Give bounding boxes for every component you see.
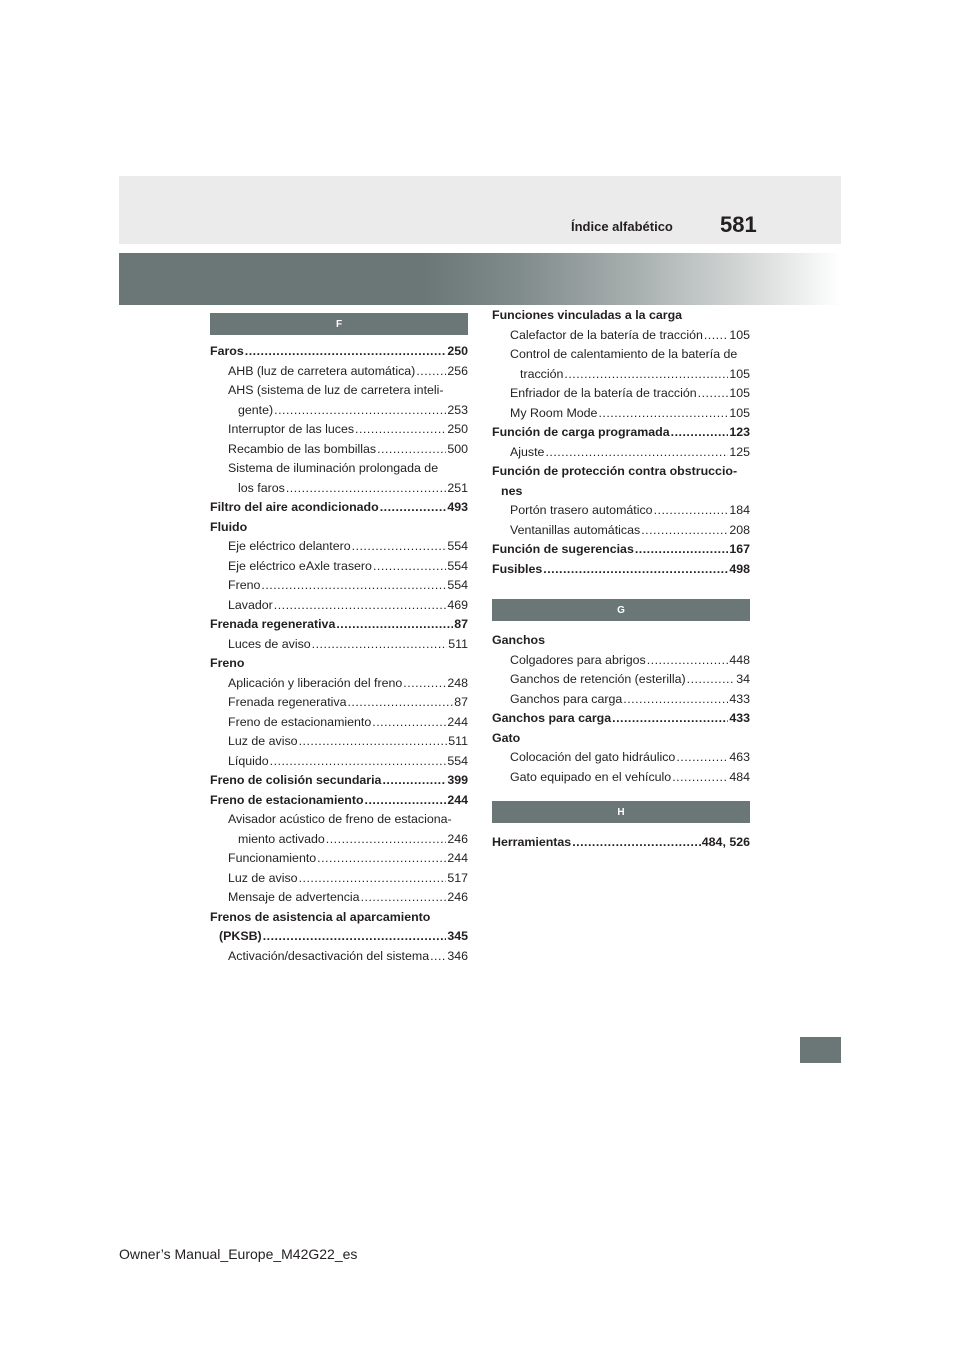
index-sub-entry <box>210 420 468 440</box>
index-sub-entry <box>210 693 468 713</box>
dot-leader <box>299 732 448 752</box>
index-sub-entry <box>210 947 468 967</box>
index-sub-entry <box>210 596 468 616</box>
entry-page-ref: 105 <box>729 405 750 420</box>
index-sub-entry <box>210 537 468 557</box>
dot-leader <box>352 537 447 557</box>
index-main-entry <box>210 791 468 811</box>
chapter-side-tab <box>800 1037 841 1063</box>
index-sub-entry <box>492 501 750 521</box>
entry-label: Avisador acústico de freno de estaciona- <box>228 812 452 826</box>
index-sub-entry <box>210 401 468 421</box>
dot-leader <box>572 833 701 853</box>
entry-label: Activación/desactivación del sistema <box>228 948 430 963</box>
dot-leader <box>382 771 446 791</box>
entry-label: Gato equipado en el vehículo <box>510 769 672 784</box>
entry-label: Funcionamiento <box>228 851 317 865</box>
entry-label: AHS (sistema de luz de carretera inteli- <box>228 383 444 397</box>
entry-page-ref: 256 <box>447 363 468 378</box>
entry-page-ref: 498 <box>729 561 750 576</box>
entry-page-ref: 244 <box>447 792 468 807</box>
entry-label: Funciones vinculadas a la carga <box>492 308 683 322</box>
footer-manual-id: Owner’s Manual_Europe_M42G22_es <box>119 1246 358 1262</box>
entry-label: Calefactor de la batería de tracción <box>510 327 703 342</box>
dot-leader <box>635 540 728 560</box>
entry-page-ref: 105 <box>729 327 750 342</box>
entry-label: Función de protección contra obstruccio- <box>492 464 738 478</box>
dot-leader <box>704 326 728 346</box>
index-sub-entry <box>492 670 750 690</box>
entry-label: Recambio de las bombillas <box>228 441 377 456</box>
entry-page-ref: 34 <box>736 672 750 686</box>
dot-leader <box>647 651 729 671</box>
entry-label: Fluido <box>210 519 248 534</box>
dot-leader <box>377 440 446 460</box>
entry-page-ref: 469 <box>447 597 468 612</box>
entry-label: Interruptor de las luces <box>228 422 355 436</box>
entry-label: Aplicación y liberación del freno <box>228 675 403 690</box>
dot-leader <box>372 713 446 733</box>
dot-leader <box>545 443 728 463</box>
entry-page-ref: 251 <box>447 480 468 495</box>
entry-page-ref: 105 <box>729 386 750 400</box>
entry-page-ref: 184 <box>729 503 750 517</box>
dot-leader <box>654 501 729 521</box>
index-main-entry <box>210 771 468 791</box>
entry-label: Freno de colisión secundaria <box>210 773 382 787</box>
entry-page-ref: 517 <box>447 870 468 885</box>
dot-leader <box>687 670 736 690</box>
entry-label: Colocación del gato hidráulico <box>510 750 676 764</box>
entry-page-ref: 250 <box>447 344 468 358</box>
entry-label: Luz de aviso <box>228 734 298 748</box>
index-sub-entry <box>492 365 750 385</box>
entry-page-ref: 105 <box>729 366 750 381</box>
dot-leader <box>403 674 446 694</box>
dot-leader <box>612 709 728 729</box>
entry-label: (PKSB) <box>219 929 262 943</box>
entry-page-ref: 433 <box>729 711 750 725</box>
index-sub-entry <box>210 674 468 694</box>
index-sub-entry <box>492 748 750 768</box>
index-main-entry <box>492 560 750 580</box>
section-letter-bar: G <box>492 599 750 621</box>
entry-label: nes <box>501 483 523 498</box>
entry-label: Líquido <box>228 753 269 768</box>
dot-leader <box>623 690 728 710</box>
entry-page-ref: 346 <box>447 948 468 963</box>
index-main-entry <box>210 615 468 635</box>
entry-page-ref: 511 <box>448 636 468 651</box>
entry-page-ref: 250 <box>447 422 468 436</box>
entry-label: Filtro del aire acondicionado <box>210 500 379 514</box>
entry-page-ref: 493 <box>447 500 468 514</box>
entry-label: Freno <box>210 656 245 670</box>
entry-page-ref: 399 <box>447 773 468 787</box>
index-main-entry <box>492 709 750 729</box>
entry-label: Frenada regenerativa <box>210 617 336 631</box>
index-sub-entry <box>210 869 468 889</box>
entry-label: Faros <box>210 344 244 358</box>
dot-leader <box>274 596 447 616</box>
dot-leader <box>598 404 728 424</box>
dot-leader <box>274 401 446 421</box>
entry-label: Sistema de iluminación prolongada de <box>228 461 439 475</box>
index-sub-entry <box>210 810 468 830</box>
index-sub-entry <box>492 404 750 424</box>
index-sub-entry <box>492 521 750 541</box>
index-main-entry <box>492 729 750 749</box>
entry-label: Portón trasero automático <box>510 503 653 517</box>
entry-page-ref: 244 <box>447 714 468 729</box>
entry-page-ref: 208 <box>729 522 750 537</box>
entry-page-ref: 87 <box>454 695 468 709</box>
dot-leader <box>312 635 448 655</box>
entry-page-ref: 123 <box>729 425 750 439</box>
index-main-entry <box>492 833 750 853</box>
entry-label: My Room Mode <box>510 405 598 420</box>
entry-label: Enfriador de la batería de tracción <box>510 386 697 400</box>
entry-label: Frenada regenerativa <box>228 695 347 709</box>
index-column-right <box>492 306 750 853</box>
entry-label: Freno de estacionamiento <box>210 792 364 807</box>
entry-label: Freno <box>228 578 261 592</box>
dot-leader <box>245 342 447 362</box>
dot-leader <box>261 576 446 596</box>
entry-label: Gato <box>492 730 521 745</box>
index-sub-entry <box>210 479 468 499</box>
entry-label: gente) <box>238 402 274 417</box>
dot-leader <box>263 927 447 947</box>
index-sub-entry <box>210 381 468 401</box>
dot-leader <box>380 498 447 518</box>
entry-page-ref: 248 <box>447 675 468 690</box>
index-main-entry <box>492 462 750 482</box>
dot-leader <box>543 560 728 580</box>
index-sub-entry <box>210 440 468 460</box>
index-sub-entry <box>210 713 468 733</box>
entry-label: Ganchos <box>492 633 546 647</box>
entry-label: AHB (luz de carretera automática) <box>228 363 416 378</box>
entry-label: Eje eléctrico eAxle trasero <box>228 558 372 573</box>
index-sub-entry <box>210 888 468 908</box>
dot-leader <box>317 849 446 869</box>
dot-leader <box>430 947 446 967</box>
entry-page-ref: 484, 526 <box>701 835 750 849</box>
index-sub-entry <box>492 690 750 710</box>
page-number: 581 <box>720 212 757 237</box>
section-letter-bar: H <box>492 801 750 823</box>
dot-leader <box>416 362 446 382</box>
section-letter-bar: F <box>210 313 468 335</box>
index-sub-entry <box>210 362 468 382</box>
index-main-entry <box>492 482 750 502</box>
entry-label: Control de calentamiento de la batería de <box>510 347 738 361</box>
index-sub-entry <box>492 326 750 346</box>
entry-label: Luz de aviso <box>228 870 298 885</box>
entry-page-ref: 554 <box>447 558 468 573</box>
index-sub-entry <box>210 849 468 869</box>
entry-label: miento activado <box>238 831 325 846</box>
index-main-entry <box>210 908 468 928</box>
entry-page-ref: 433 <box>729 691 750 706</box>
dot-leader <box>676 748 728 768</box>
entry-label: Ganchos de retención (esterilla) <box>510 672 686 686</box>
index-main-entry <box>210 518 468 538</box>
entry-label: Mensaje de advertencia <box>228 890 360 904</box>
index-sub-entry <box>210 635 468 655</box>
entry-page-ref: 253 <box>447 402 468 417</box>
entry-page-ref: 448 <box>729 652 750 667</box>
dot-leader <box>365 791 447 811</box>
index-main-entry <box>492 540 750 560</box>
entry-page-ref: 554 <box>447 539 468 553</box>
index-sub-entry <box>492 384 750 404</box>
dot-leader <box>286 479 446 499</box>
index-column-left <box>210 313 468 966</box>
entry-label: Fusibles <box>492 561 543 576</box>
index-sub-entry <box>210 576 468 596</box>
index-sub-entry <box>210 830 468 850</box>
index-sub-entry <box>210 752 468 772</box>
entry-page-ref: 463 <box>729 750 750 764</box>
index-sub-entry <box>210 459 468 479</box>
entry-page-ref: 125 <box>729 444 750 459</box>
dot-leader <box>672 768 728 788</box>
entry-page-ref: 244 <box>447 851 468 865</box>
entry-label: Ventanillas automáticas <box>510 522 641 537</box>
entry-label: Función de carga programada <box>492 425 670 439</box>
dot-leader <box>373 557 446 577</box>
entry-page-ref: 554 <box>447 753 468 768</box>
decorative-gradient-bar <box>119 253 841 305</box>
entry-label: Freno de estacionamiento <box>228 714 372 729</box>
dot-leader <box>641 521 728 541</box>
entry-label: Ganchos para carga <box>510 691 623 706</box>
entry-page-ref: 246 <box>447 831 468 846</box>
entry-page-ref: 167 <box>729 542 750 556</box>
entry-page-ref: 246 <box>447 890 468 904</box>
index-sub-entry <box>210 557 468 577</box>
index-main-entry <box>492 423 750 443</box>
index-sub-entry <box>492 345 750 365</box>
dot-leader <box>361 888 447 908</box>
entry-label: Lavador <box>228 597 273 612</box>
entry-page-ref: 554 <box>447 578 468 592</box>
index-main-entry <box>492 306 750 326</box>
entry-label: Función de sugerencias <box>492 542 634 556</box>
index-main-entry <box>210 927 468 947</box>
dot-leader <box>671 423 729 443</box>
index-main-entry <box>492 631 750 651</box>
entry-label: tracción <box>520 366 564 381</box>
entry-label: Ajuste <box>510 444 545 459</box>
dot-leader <box>564 365 728 385</box>
running-header-title: Índice alfabético <box>571 219 673 234</box>
entry-label: Herramientas <box>492 835 572 849</box>
entry-label: Eje eléctrico delantero <box>228 539 351 553</box>
entry-page-ref: 500 <box>447 441 468 456</box>
index-sub-entry <box>492 768 750 788</box>
index-sub-entry <box>492 651 750 671</box>
dot-leader <box>299 869 447 889</box>
dot-leader <box>336 615 453 635</box>
entry-label: Ganchos para carga <box>492 711 612 725</box>
index-sub-entry <box>210 732 468 752</box>
entry-page-ref: 345 <box>447 929 468 943</box>
entry-label: Colgadores para abrigos <box>510 652 646 667</box>
entry-label: los faros <box>238 480 285 495</box>
entry-page-ref: 87 <box>454 617 468 631</box>
dot-leader <box>326 830 447 850</box>
index-main-entry <box>210 342 468 362</box>
entry-page-ref: 511 <box>448 734 468 748</box>
dot-leader <box>347 693 453 713</box>
dot-leader <box>355 420 446 440</box>
entry-label: Frenos de asistencia al aparcamiento <box>210 909 431 924</box>
entry-label: Luces de aviso <box>228 636 311 651</box>
index-sub-entry <box>492 443 750 463</box>
dot-leader <box>698 384 729 404</box>
index-main-entry <box>210 498 468 518</box>
dot-leader <box>270 752 447 772</box>
index-main-entry <box>210 654 468 674</box>
entry-page-ref: 484 <box>729 769 750 784</box>
